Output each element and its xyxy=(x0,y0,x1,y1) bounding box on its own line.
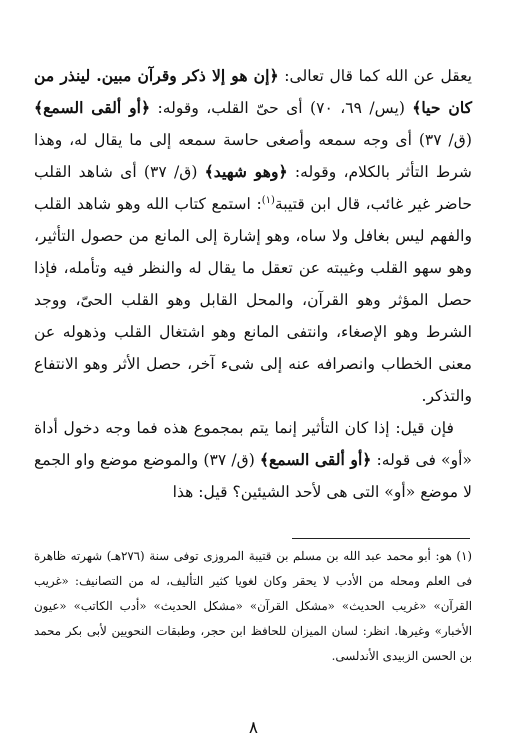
footnote-separator xyxy=(292,538,470,539)
text-run: : استمع كتاب الله وهو شاهد القلب والفهم ليس بغافل ولا ساه، وهو إشارة إلى المانع من حصول التأثير، وهو سهو القلب وغيبته عن تعقل ما يقال له والنظر فيه وتأمله، فإذا حصل المؤثر وهو القرآن، والمحل القابل وهو القلب الحىّ، ووجد الشرط وهو الإصغاء، وانتفى المانع وهو اشتغال القلب وذهوله عن معنى الخطاب وانصرافه عنه إلى شىء آخر، حصل الأثر وهو الانتفاع والتذكر. xyxy=(34,195,472,405)
paragraph-1 xyxy=(34,60,472,412)
text-run: يعقل عن الله كما قال تعالى: xyxy=(278,67,472,85)
text-run: (ق/ ٣٧) أى شاهد القلب حاضر غير غائب، قال ابن قتيبة xyxy=(34,163,473,213)
footnote-text: (١) هو: أبو محمد عبد الله بن مسلم بن قتيبة المروزى توفى سنة (٢٧٦هـ) شهرته ظاهرة فى العلم ومحله من الأدب لا يحقر وكان لغويا كثير التأليف، له من التصانيف: «غريب القرآن» «غريب الحديث» «مشكل القرآن» «مشكل الحديث» «أدب الكاتب» «عيون الأخبار» وغيرها. انظر: لسان الميزان للحافظ ابن حجر، وطبقات النحويين لأبى بكر محمد بن الحسن الزبيدى الأندلسى. xyxy=(34,549,472,663)
text-run: (ق/ ٣٧) والموضع موضع واو الجمع لا موضع «أو» التى هى لأحد الشيئين؟ قيل: هذا xyxy=(34,451,472,501)
text-run: فإن قيل: إذا كان التأثير إنما يتم بمجموع هذه فما وجه دخول أداة «أو» فى قوله: xyxy=(34,419,472,469)
text-run: (ق/ ٣٧) أى وجه سمعه وأصغى حاسة سمعه إلى ما يقال له، وهذا شرط التأثر بالكلام، وقوله: xyxy=(34,131,472,181)
text-run: (يس/ ٦٩، ٧٠) أى حىّ القلب، وقوله: xyxy=(150,99,413,117)
footnote-marker: (١) xyxy=(261,194,275,206)
quran-quote: ﴿أو ألقى السمع﴾ xyxy=(34,98,151,117)
quran-quote: ﴿إن هو إلا ذكر وقرآن مبين. لينذر من كان حيا﴾ xyxy=(34,66,472,117)
page-number: ٨ xyxy=(248,718,259,738)
quran-quote: ﴿وهو شهيد﴾ xyxy=(204,162,288,181)
footnote xyxy=(34,544,472,669)
paragraph-2 xyxy=(34,412,472,508)
quran-quote: ﴿أو ألقى السمع﴾ xyxy=(259,450,372,469)
main-text xyxy=(34,60,472,508)
